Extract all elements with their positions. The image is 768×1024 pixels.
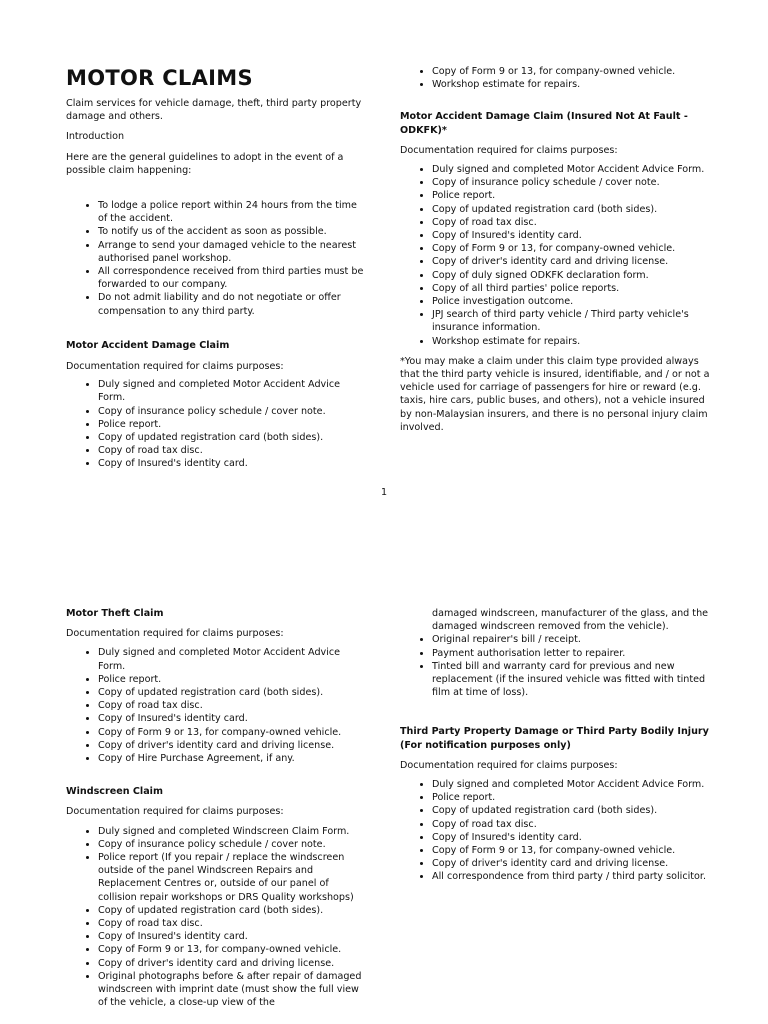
list-item: • Copy of Insured's identity card. [98,712,366,725]
docs-required-text: Documentation required for claims purposes: [400,759,618,771]
section-heading-motor-accident-damage: Motor Accident Damage Claim [66,339,230,351]
docs-required-text: Documentation required for claims purposes: [66,628,284,640]
intro-label: Introduction [66,131,125,143]
list-item: • Police investigation outcome. [432,295,710,308]
list-item: • Police report (If you repair / replace the windscreen outside of the panel Windscreen Repairs and Replacement Centres or, outside of our panel of collision repair workshops or DRS Quality workshops) [98,851,366,904]
page1-left-column [66,66,366,471]
list-item: • Copy of Insured's identity card. [98,457,366,470]
list-item: • Copy of updated registration card (both sides). [432,804,710,817]
guidelines-list [66,199,366,318]
list-item: • Workshop estimate for repairs. [432,78,710,91]
list-item: • Copy of updated registration card (both sides). [98,686,366,699]
list-item: • Copy of Form 9 or 13, for company-owned vehicle. [98,943,366,956]
list-item: • Copy of Form 9 or 13, for company-owned vehicle. [432,242,710,255]
list-item: • Copy of road tax disc. [98,444,366,457]
section-heading-windscreen: Windscreen Claim [66,786,163,798]
section-heading-odkfk: Motor Accident Damage Claim (Insured Not At Fault - ODKFK)* [400,111,688,136]
windscreen-docs-list-continued [400,633,710,699]
list-item: • Duly signed and completed Motor Accident Advice Form. [98,646,366,672]
list-item: • Copy of driver's identity card and driving license. [432,857,710,870]
windscreen-continued-text: damaged windscreen, manufacturer of the glass, and the damaged windscreen removed from the vehicle). [432,608,709,633]
theft-docs-list [66,646,366,765]
list-item: • Police report. [98,673,366,686]
list-item: • JPJ search of third party vehicle / Third party vehicle's insurance information. [432,308,710,334]
list-item: • Copy of road tax disc. [98,917,366,930]
list-item: • Duly signed and completed Motor Accident Advice Form. [98,378,366,404]
windscreen-docs-list [66,825,366,1010]
list-item: • To lodge a police report within 24 hours from the time of the accident. [98,199,366,225]
list-item: • Duly signed and completed Windscreen Claim Form. [98,825,366,838]
list-item: • Copy of driver's identity card and driving license. [98,957,366,970]
list-item: • Original repairer's bill / receipt. [432,633,710,646]
intro-text: Here are the general guidelines to adopt in the event of a possible claim happening: [66,151,344,176]
list-item: • Copy of Hire Purchase Agreement, if any. [98,752,366,765]
list-item: • Copy of duly signed ODKFK declaration form. [432,269,710,282]
list-item: • Copy of road tax disc. [432,818,710,831]
list-item: • Copy of Form 9 or 13, for company-owned vehicle. [432,844,710,857]
third-party-docs-list [400,778,710,884]
list-item: • Copy of driver's identity card and driving license. [432,255,710,268]
docs-required-text: Documentation required for claims purposes: [66,806,284,818]
docs-required-text: Documentation required for claims purposes: [66,361,284,373]
list-item: • Copy of insurance policy schedule / cover note. [98,405,366,418]
list-item: • Original photographs before & after repair of damaged windscreen with imprint date (must show the full view of the vehicle, a close-up view of the [98,970,366,1010]
list-item: • Copy of insurance policy schedule / cover note. [432,176,710,189]
list-item: • Copy of Insured's identity card. [432,229,710,242]
list-item: • Workshop estimate for repairs. [432,335,710,348]
list-item: • All correspondence received from third parties must be forwarded to our company. [98,265,366,291]
section-heading-motor-theft: Motor Theft Claim [66,608,164,619]
odkfk-footnote: *You may make a claim under this claim type provided always that the third party vehicle is insured, identifiable, and / or not a vehicle used for carriage of passengers for hire or reward (e.g. taxis, hire cars, public buses, and others), not a vehicle insured by non-Malaysian insurers, and there is no personal injury claim involved. [400,355,710,433]
list-item: • Arrange to send your damaged vehicle to the nearest authorised panel workshop. [98,239,366,265]
page-title: MOTOR CLAIMS [66,66,253,90]
list-item: • Copy of updated registration card (both sides). [98,904,366,917]
page-number: 1 [380,487,388,498]
list-item: • Copy of Form 9 or 13, for company-owned vehicle. [432,65,710,78]
list-item: • Copy of driver's identity card and driving license. [98,739,366,752]
list-item: • Copy of Insured's identity card. [432,831,710,844]
list-item: • Duly signed and completed Motor Accident Advice Form. [432,163,710,176]
mad-docs-list-continued [400,65,710,91]
list-item: • Copy of updated registration card (both sides). [98,431,366,444]
list-item: • Police report. [98,418,366,431]
list-item: • To notify us of the accident as soon as possible. [98,225,366,238]
docs-required-text: Documentation required for claims purposes: [400,144,618,156]
list-item: • Copy of road tax disc. [98,699,366,712]
list-item: • Copy of all third parties' police reports. [432,282,710,295]
list-item: • All correspondence from third party / third party solicitor. [432,870,710,883]
page2-left-column [66,607,366,1009]
list-item: • Tinted bill and warranty card for previous and new replacement (if the insured vehicle was fitted with tinted film at time of loss). [432,660,710,700]
subtitle: Claim services for vehicle damage, theft, third party property damage and others. [66,98,362,123]
page1-right-column [400,65,710,434]
list-item: • Copy of road tax disc. [432,216,710,229]
list-item: • Copy of insurance policy schedule / cover note. [98,838,366,851]
page2-right-column [400,607,710,884]
list-item: • Payment authorisation letter to repairer. [432,647,710,660]
list-item: • Police report. [432,189,710,202]
list-item: • Do not admit liability and do not negotiate or offer compensation to any third party. [98,291,366,317]
list-item: • Copy of updated registration card (both sides). [432,203,710,216]
list-item: • Police report. [432,791,710,804]
mad-docs-list [66,378,366,470]
odkfk-docs-list [400,163,710,348]
list-item: • Duly signed and completed Motor Accident Advice Form. [432,778,710,791]
list-item: • Copy of Insured's identity card. [98,930,366,943]
section-heading-third-party: Third Party Property Damage or Third Party Bodily Injury (For notification purposes only) [400,726,709,751]
list-item: • Copy of Form 9 or 13, for company-owned vehicle. [98,726,366,739]
